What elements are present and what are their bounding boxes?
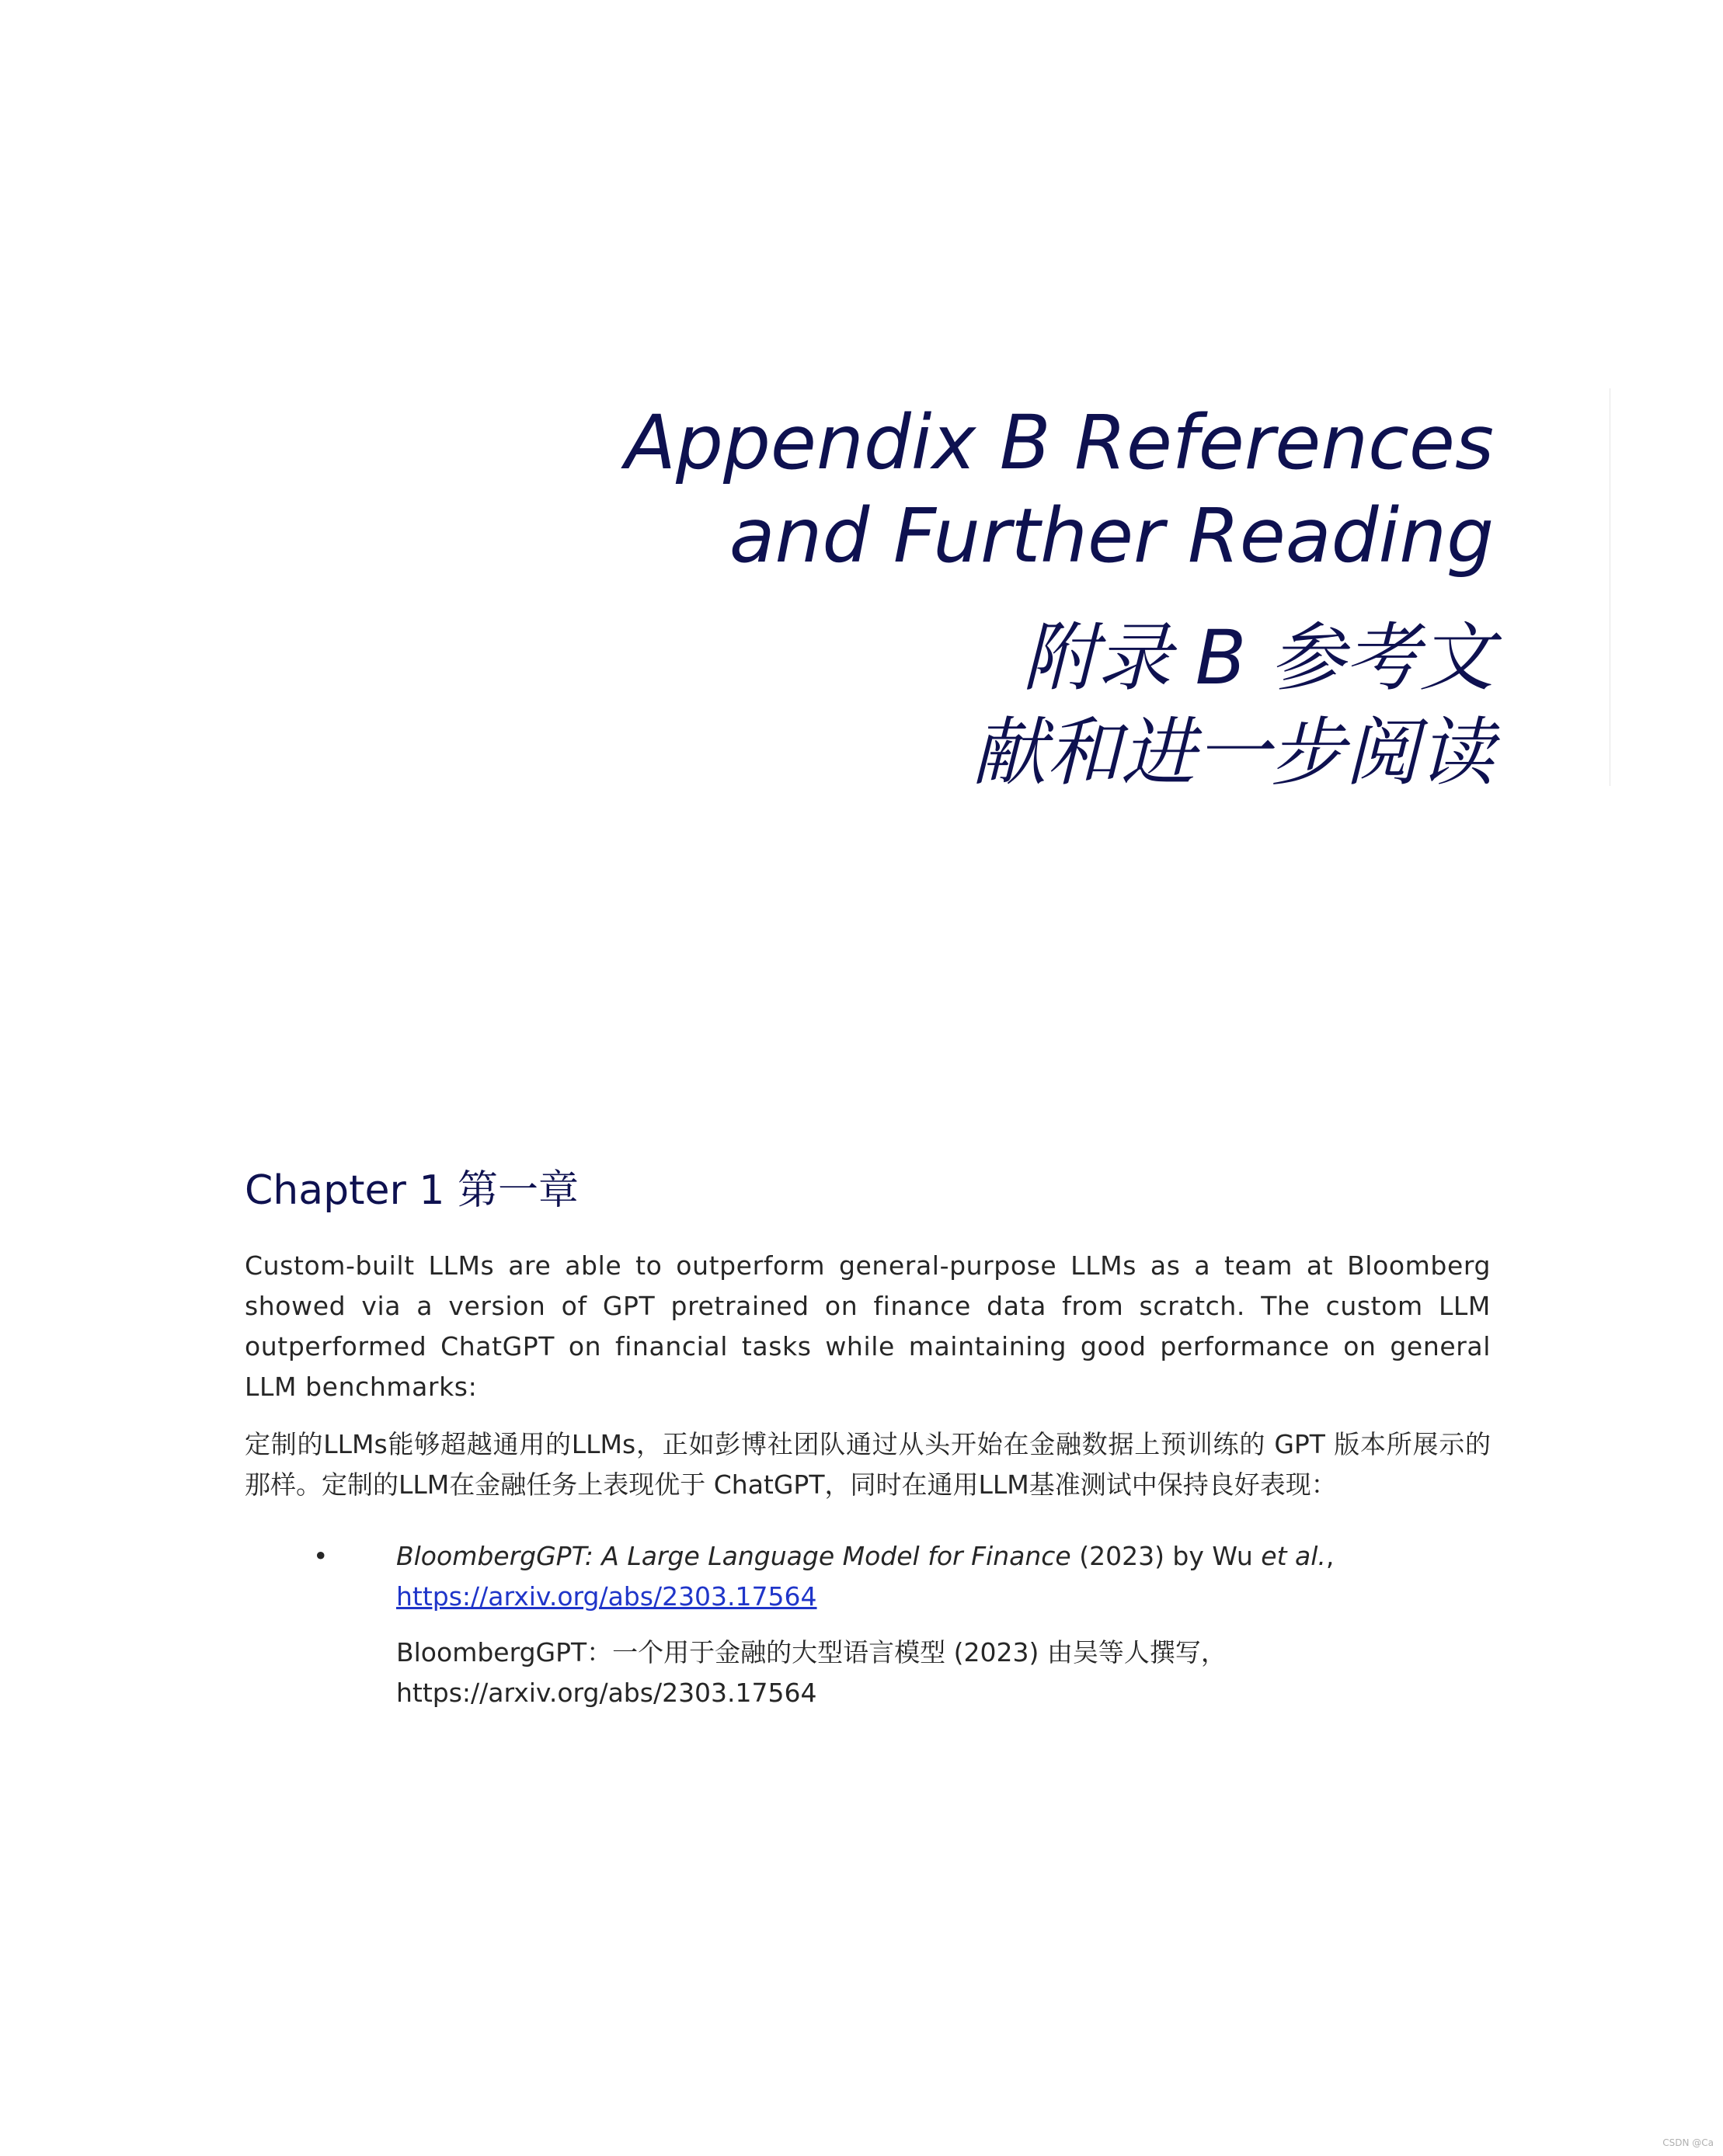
- reference-link[interactable]: https://arxiv.org/abs/2303.17564: [396, 1581, 817, 1612]
- watermark: CSDN @Ca: [1662, 2137, 1714, 2148]
- title-zh-line-1: 附录 B 参考文: [1022, 614, 1494, 701]
- reference-title: BloombergGPT: A Large Language Model for Finance: [396, 1541, 1071, 1571]
- title-en-line-1: Appendix B References: [625, 399, 1494, 486]
- appendix-title: [406, 396, 1494, 800]
- title-english: [406, 396, 1494, 582]
- reference-chinese-line-2: https://arxiv.org/abs/2303.17564: [396, 1678, 817, 1708]
- paragraph-chinese: 定制的LLMs能够超越通用的LLMs，正如彭博社团队通过从头开始在金融数据上预训练的 GPT 版本所展示的那样。定制的LLM在金融任务上表现优于 ChatGPT，同时在通用LLM基准测试中保持良好表现：: [245, 1429, 1491, 1500]
- list-item: [245, 1536, 1491, 1713]
- reference-etal: et al.: [1261, 1541, 1326, 1571]
- reference-chinese-line-1: BloombergGPT：一个用于金融的大型语言模型 (2023) 由吴等人撰写，: [396, 1637, 1227, 1667]
- chapter-heading: Chapter 1 第一章: [245, 1167, 580, 1214]
- title-en-line-2: and Further Reading: [729, 492, 1494, 579]
- title-chinese: [406, 610, 1494, 800]
- reference-year-author: (2023) by Wu: [1070, 1541, 1262, 1571]
- reference-citation: [396, 1536, 1491, 1577]
- title-zh-line-2: 献和进一步阅读: [972, 709, 1494, 796]
- bullet-icon: •: [313, 1541, 329, 1571]
- reference-comma: ,: [1325, 1541, 1335, 1571]
- reference-list: [245, 1536, 1491, 1713]
- paragraph-english: Custom-built LLMs are able to outperform general-purpose LLMs as a team at Bloomberg showed via a version of GPT pretrained on finance data from scratch. The custom LLM outperformed ChatGPT on financial tasks while maintaining good performance on general LLM benchmarks:: [245, 1250, 1491, 1402]
